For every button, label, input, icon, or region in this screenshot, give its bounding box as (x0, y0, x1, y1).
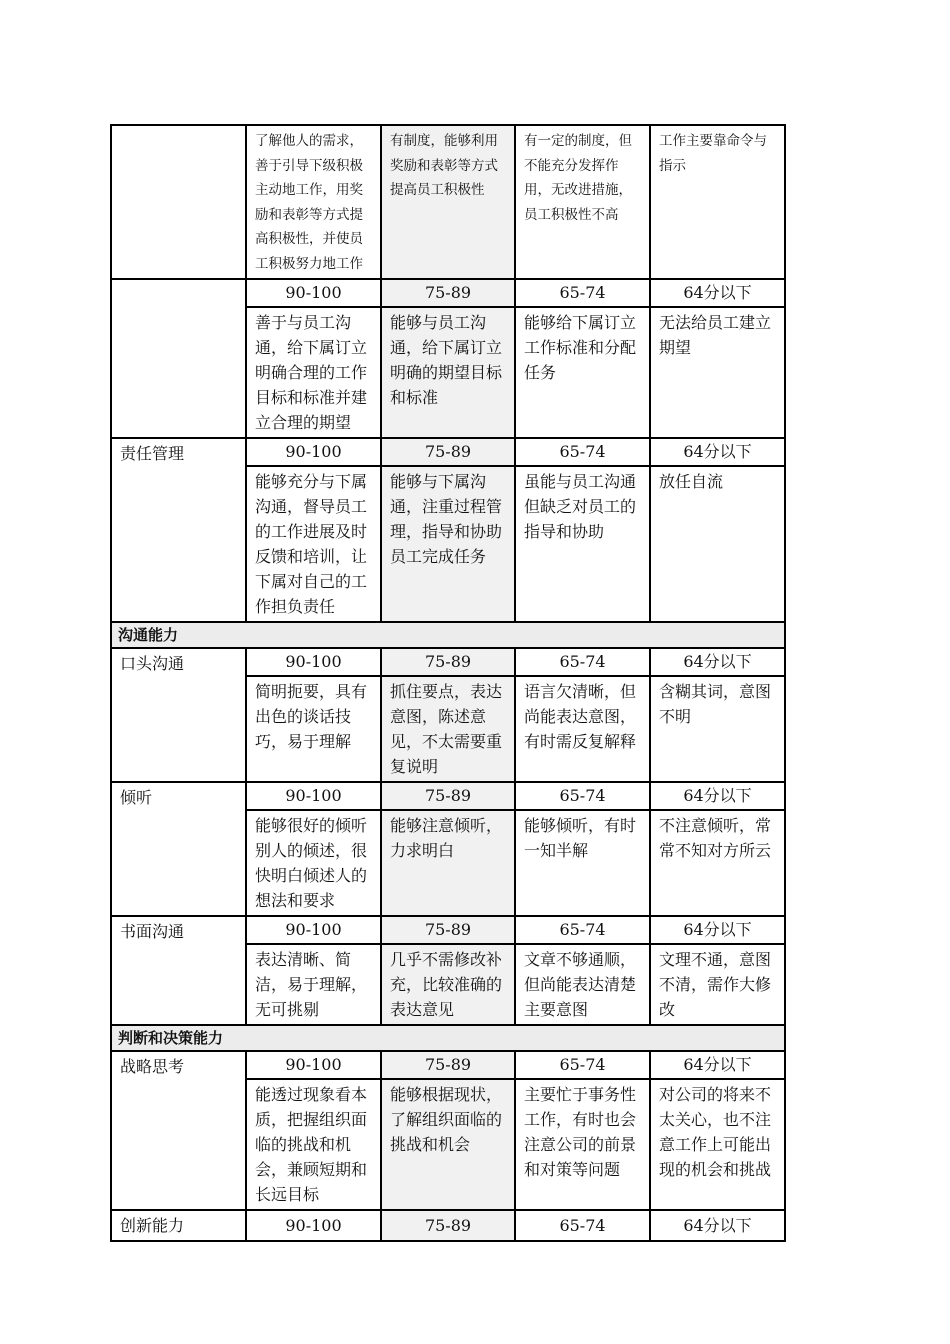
score-row (111, 438, 785, 466)
level-poor-desc: 放任自流 (650, 466, 785, 622)
score-range: 90-100 (246, 782, 381, 810)
level-good-desc: 有制度，能够利用奖励和表彰等方式提高员工积极性 (381, 125, 515, 279)
score-range: 64分以下 (650, 782, 785, 810)
score-range: 75-89 (381, 916, 515, 944)
level-excellent-desc: 善于与员工沟通，给下属订立明确合理的工作目标和标准并建立合理的期望 (246, 307, 381, 438)
section-header-row (111, 622, 785, 648)
score-range: 75-89 (381, 279, 515, 307)
section-title: 判断和决策能力 (111, 1025, 785, 1051)
level-good-desc: 能够注意倾听，力求明白 (381, 810, 515, 916)
criteria-label: 战略思考 (111, 1051, 246, 1210)
score-range: 64分以下 (650, 648, 785, 676)
level-fair-desc: 有一定的制度，但不能充分发挥作用，无改进措施，员工积极性不高 (515, 125, 650, 279)
score-range: 64分以下 (650, 1210, 785, 1241)
level-good-desc: 抓住要点，表达意图，陈述意见，不太需要重复说明 (381, 676, 515, 782)
score-range: 75-89 (381, 1051, 515, 1079)
level-good-desc: 能够与员工沟通，给下属订立明确的期望目标和标准 (381, 307, 515, 438)
criteria-label: 创新能力 (111, 1210, 246, 1241)
level-fair-desc: 虽能与员工沟通但缺乏对员工的指导和协助 (515, 466, 650, 622)
score-range: 90-100 (246, 279, 381, 307)
criteria-label (111, 279, 246, 438)
score-row (111, 648, 785, 676)
score-range: 65-74 (515, 279, 650, 307)
level-fair-desc: 文章不够通顺，但尚能表达清楚主要意图 (515, 944, 650, 1025)
score-row (111, 1210, 785, 1241)
score-range: 90-100 (246, 438, 381, 466)
score-range: 65-74 (515, 916, 650, 944)
score-range: 75-89 (381, 1210, 515, 1241)
level-poor-desc: 文理不通，意图不清，需作大修改 (650, 944, 785, 1025)
level-excellent-desc: 能够充分与下属沟通，督导员工的工作进展及时反馈和培训，让下属对自己的工作担负责任 (246, 466, 381, 622)
score-row (111, 782, 785, 810)
evaluation-table (110, 124, 786, 1242)
score-range: 64分以下 (650, 1051, 785, 1079)
level-fair-desc: 能够给下属订立工作标准和分配任务 (515, 307, 650, 438)
level-excellent-desc: 了解他人的需求，善于引导下级积极主动地工作，用奖励和表彰等方式提高积极性，并使员工积极努力地工作 (246, 125, 381, 279)
score-range: 65-74 (515, 782, 650, 810)
score-range: 65-74 (515, 1210, 650, 1241)
score-range: 64分以下 (650, 279, 785, 307)
score-range: 65-74 (515, 438, 650, 466)
score-row (111, 916, 785, 944)
level-good-desc: 能够根据现状，了解组织面临的挑战和机会 (381, 1079, 515, 1210)
score-row (111, 279, 785, 307)
section-header-row (111, 1025, 785, 1051)
criteria-label: 倾听 (111, 782, 246, 916)
level-excellent-desc: 能透过现象看本质，把握组织面临的挑战和机会，兼顾短期和长远目标 (246, 1079, 381, 1210)
level-poor-desc: 工作主要靠命令与指示 (650, 125, 785, 279)
table-row (111, 125, 785, 279)
level-fair-desc: 能够倾听，有时一知半解 (515, 810, 650, 916)
criteria-label (111, 125, 246, 279)
level-good-desc: 几乎不需修改补充，比较准确的表达意见 (381, 944, 515, 1025)
level-fair-desc: 主要忙于事务性工作，有时也会注意公司的前景和对策等问题 (515, 1079, 650, 1210)
score-range: 64分以下 (650, 438, 785, 466)
score-row (111, 1051, 785, 1079)
score-range: 75-89 (381, 782, 515, 810)
level-good-desc: 能够与下属沟通，注重过程管理，指导和协助员工完成任务 (381, 466, 515, 622)
level-poor-desc: 不注意倾听，常常不知对方所云 (650, 810, 785, 916)
score-range: 65-74 (515, 1051, 650, 1079)
level-fair-desc: 语言欠清晰，但尚能表达意图，有时需反复解释 (515, 676, 650, 782)
level-excellent-desc: 能够很好的倾听别人的倾述，很快明白倾述人的想法和要求 (246, 810, 381, 916)
score-range: 90-100 (246, 1051, 381, 1079)
score-range: 90-100 (246, 1210, 381, 1241)
score-range: 90-100 (246, 916, 381, 944)
criteria-label: 责任管理 (111, 438, 246, 622)
score-range: 64分以下 (650, 916, 785, 944)
level-poor-desc: 含糊其词，意图不明 (650, 676, 785, 782)
score-range: 75-89 (381, 438, 515, 466)
criteria-label: 口头沟通 (111, 648, 246, 782)
score-range: 75-89 (381, 648, 515, 676)
criteria-label: 书面沟通 (111, 916, 246, 1025)
level-poor-desc: 无法给员工建立期望 (650, 307, 785, 438)
section-title: 沟通能力 (111, 622, 785, 648)
score-range: 90-100 (246, 648, 381, 676)
score-range: 65-74 (515, 648, 650, 676)
level-excellent-desc: 简明扼要，具有出色的谈话技巧，易于理解 (246, 676, 381, 782)
level-excellent-desc: 表达清晰、简洁，易于理解，无可挑剔 (246, 944, 381, 1025)
level-poor-desc: 对公司的将来不太关心，也不注意工作上可能出现的机会和挑战 (650, 1079, 785, 1210)
